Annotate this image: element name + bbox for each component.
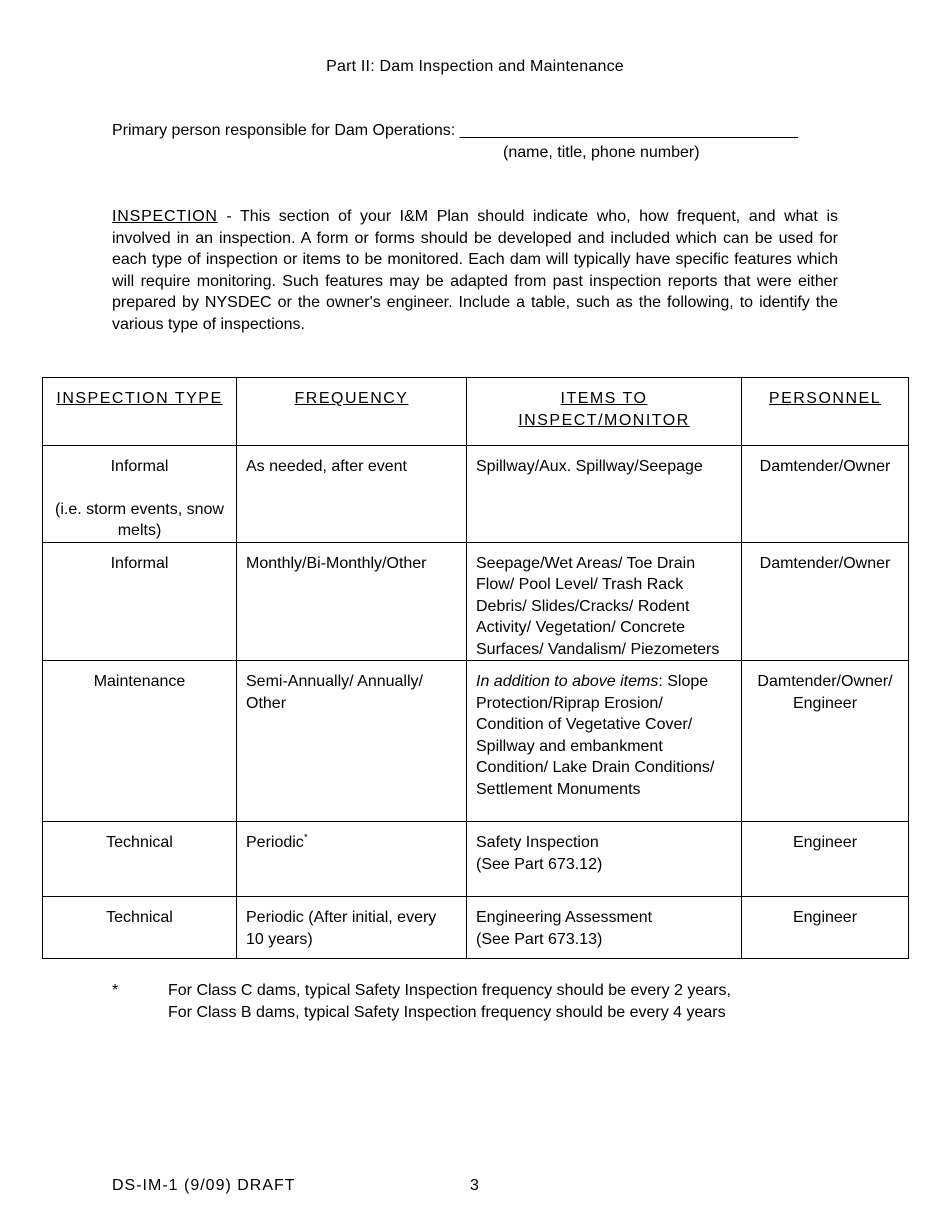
table-row: [43, 542, 909, 661]
responsible-person-line: [112, 120, 798, 142]
row-frequency: As needed, after event: [237, 446, 467, 543]
table-row: [43, 661, 909, 822]
row-frequency: Periodic: [246, 834, 304, 851]
footer-page-number: 3: [470, 1177, 479, 1194]
page-title: Part II: Dam Inspection and Maintenance: [326, 58, 624, 75]
footnote-text: [168, 980, 731, 1023]
table-row: [43, 822, 909, 897]
row-frequency: Periodic (After initial, every 10 years): [237, 897, 467, 959]
row-items-line1: Safety Inspection: [476, 834, 599, 851]
table-row: [43, 446, 909, 543]
row-personnel: Damtender/Owner: [742, 446, 909, 543]
responsible-person-label: Primary person responsible for Dam Operations:: [112, 122, 460, 139]
row-items-line2: (See Part 673.13): [476, 930, 603, 948]
footer-doc-id: DS-IM-1 (9/09) DRAFT: [112, 1177, 296, 1194]
row-frequency: Monthly/Bi-Monthly/Other: [237, 542, 467, 661]
table-row: [43, 897, 909, 959]
footnote-marker: *: [303, 832, 308, 844]
row-items: Spillway/Aux. Spillway/Seepage: [467, 446, 742, 543]
row-personnel: Engineer: [742, 897, 909, 959]
row-type: Technical: [43, 897, 237, 959]
header-personnel: PERSONNEL: [742, 378, 909, 446]
header-items: ITEMS TO INSPECT/MONITOR: [467, 378, 742, 446]
row-items-rest: : Slope Protection/Riprap Erosion/ Condition of Vegetative Cover/ Spillway and embankment Condition/ Lake Drain Conditions/: [476, 673, 715, 776]
row-frequency-cell: [237, 822, 467, 897]
inspection-paragraph: [112, 206, 838, 335]
table-header-row: [43, 378, 909, 446]
header-frequency: FREQUENCY: [237, 378, 467, 446]
row-type: Maintenance: [43, 661, 237, 822]
footnote-star: *: [112, 982, 119, 999]
row-frequency: Semi-Annually/ Annually/ Other: [237, 661, 467, 822]
responsible-person-blank: ______________________________________: [459, 122, 798, 139]
row-type-note: (i.e. storm events, snow melts): [55, 500, 224, 539]
row-type: Informal: [43, 542, 237, 661]
responsible-person-hint: (name, title, phone number): [503, 144, 700, 161]
row-items-line1: Engineering Assessment: [476, 909, 653, 926]
row-items-cell: [467, 661, 742, 822]
inspection-text: - This section of your I&M Plan should indicate who, how frequent, and what is involved in an inspection. A form or forms should be developed and included which can be used for each type of inspection or items to be monitored. Each dam will typically have specific features which will require monitoring. Such features may be adapted from past inspection reports that were either prepared by NYSDEC or the owner's engineer. Include a table, such as the following, to identify the various type of inspections.: [112, 208, 838, 333]
row-type-cell: [43, 446, 237, 543]
footnote-line2: For Class B dams, typical Safety Inspection frequency should be every 4 years: [168, 1003, 726, 1021]
row-personnel: Engineer: [742, 822, 909, 897]
row-type: Technical: [43, 822, 237, 897]
inspection-heading: INSPECTION: [112, 208, 218, 225]
header-inspection-type: INSPECTION TYPE: [43, 378, 237, 446]
footnote-line1: For Class C dams, typical Safety Inspection frequency should be every 2 years,: [168, 982, 731, 999]
row-items-last: Settlement Monuments: [476, 780, 641, 798]
row-personnel: Damtender/Owner: [742, 542, 909, 661]
row-items-emphasis: In addition to above items: [476, 673, 659, 690]
row-items-line2: (See Part 673.12): [476, 855, 603, 873]
row-personnel: Damtender/Owner/ Engineer: [742, 661, 909, 822]
row-items-cell: [467, 897, 742, 959]
row-items-cell: [467, 822, 742, 897]
row-type: Informal: [110, 458, 169, 475]
row-items: Seepage/Wet Areas/ Toe Drain Flow/ Pool Level/ Trash Rack Debris/ Slides/Cracks/ Rodent Activity/ Vegetation/ Concrete Surfaces/ Vandalism/ Piezometers: [467, 542, 742, 661]
inspection-table: [42, 377, 909, 959]
